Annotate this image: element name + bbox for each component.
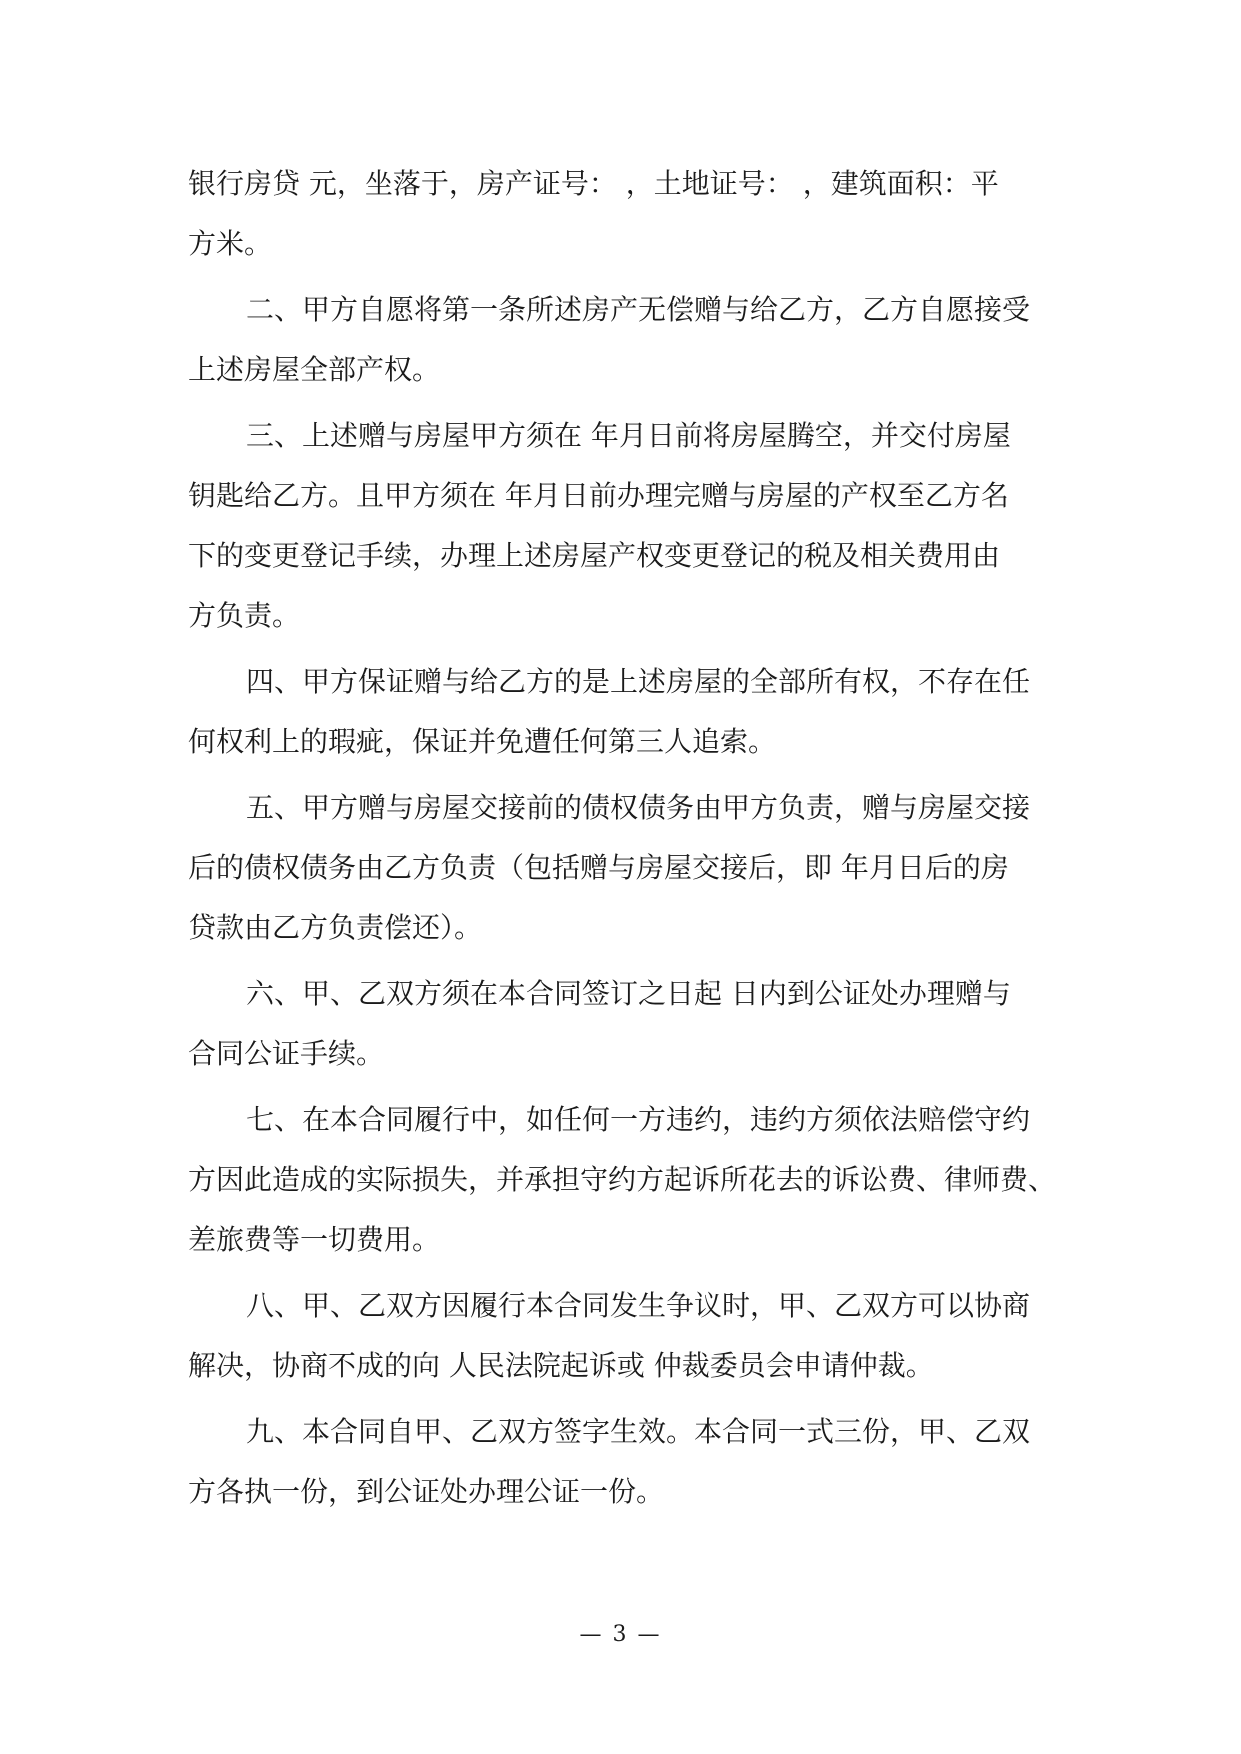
text-line: 后的债权债务由乙方负责（包括赠与房屋交接后，即 年月日后的房 (188, 851, 1009, 884)
text-line: 贷款由乙方负责偿还）。 (188, 911, 483, 944)
text-line: 八、甲、乙双方因履行本合同发生争议时，甲、乙双方可以协商 (246, 1289, 1031, 1322)
text-line: 七、在本合同履行中，如任何一方违约，违约方须依法赔偿守约 (246, 1103, 1031, 1136)
clause-6 (188, 964, 1058, 1084)
paragraph-property-details (188, 154, 1058, 274)
clause-5 (188, 778, 1058, 958)
page-number: — 3 — (579, 1622, 662, 1647)
text-line: 上述房屋全部产权。 (188, 353, 441, 386)
text-line: 解决，协商不成的向 人民法院起诉或 仲裁委员会申请仲裁。 (188, 1349, 934, 1382)
text-line: 钥匙给乙方。且甲方须在 年月日前办理完赠与房屋的产权至乙方名 (188, 479, 1009, 512)
text-line: 六、甲、乙双方须在本合同签订之日起 日内到公证处办理赠与 (246, 977, 1011, 1010)
clause-3 (188, 406, 1058, 646)
text-line: 方因此造成的实际损失，并承担守约方起诉所花去的诉讼费、律师费、 (188, 1163, 1057, 1196)
text-line: 二、甲方自愿将第一条所述房产无偿赠与给乙方，乙方自愿接受 (246, 293, 1031, 326)
text-line: 三、上述赠与房屋甲方须在 年月日前将房屋腾空，并交付房屋 (246, 419, 1011, 452)
document-body (188, 154, 1058, 1528)
text-line: 下的变更登记手续，办理上述房屋产权变更登记的税及相关费用由 (188, 539, 1001, 572)
clause-4 (188, 652, 1058, 772)
text-line: 方负责。 (188, 599, 301, 632)
clause-7 (188, 1090, 1058, 1270)
clause-9 (188, 1402, 1058, 1522)
text-line: 方米。 (188, 227, 273, 260)
clause-2 (188, 280, 1058, 400)
text-line: 差旅费等一切费用。 (188, 1223, 441, 1256)
clause-8 (188, 1276, 1058, 1396)
text-line: 合同公证手续。 (188, 1037, 385, 1070)
text-line: 五、甲方赠与房屋交接前的债权债务由甲方负责，赠与房屋交接 (246, 791, 1031, 824)
text-line: 四、甲方保证赠与给乙方的是上述房屋的全部所有权，不存在任 (246, 665, 1031, 698)
text-line: 方各执一份，到公证处办理公证一份。 (188, 1475, 665, 1508)
text-line: 九、本合同自甲、乙双方签字生效。本合同一式三份，甲、乙双 (246, 1415, 1031, 1448)
text-line: 何权利上的瑕疵，保证并免遭任何第三人追索。 (188, 725, 777, 758)
text-line: 银行房贷 元，坐落于，房产证号： ，土地证号： ，建筑面积：平 (188, 167, 999, 200)
